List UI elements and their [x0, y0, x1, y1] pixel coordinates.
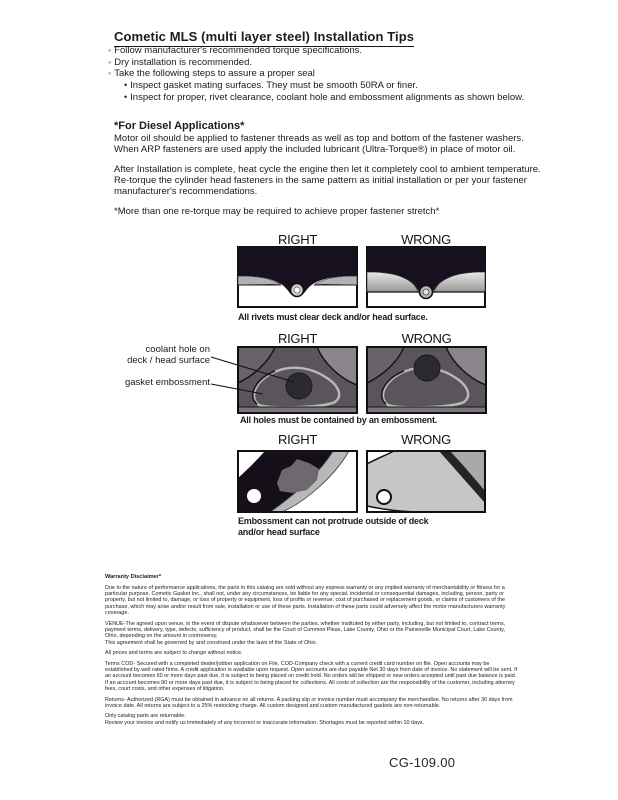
disclaimer-heading: Warranty Disclaimer*: [105, 574, 162, 580]
paragraph: *More than one re-torque may be required to achieve proper fastener stretch*: [114, 205, 440, 217]
disclaimer-paragraph: VENUE-The agreed upon venue, in the event of dispute whatsoever between the parties, whether instituted by either party, including, but not limited to, contract terms, payment terms, delivery, type, defects, sufficiency of product, shall be the Court of Common Pleas, Lake County, Ohio or the Painesville Municipal Court, Lake County, Ohio, depending on the amount in controversy.: [105, 620, 506, 640]
right-label: RIGHT: [278, 232, 317, 247]
row1-caption: All rivets must clear deck and/or head surface.: [238, 312, 428, 322]
diagram-embossment-right: [237, 346, 358, 414]
list-item: • Inspect gasket mating surfaces. They must be smooth 50RA or finer.: [124, 80, 538, 92]
diesel-section-heading: *For Diesel Applications*: [114, 120, 245, 132]
list-item: • Inspect for proper, rivet clearance, coolant hole and embossment alignments as shown below.: [124, 92, 538, 104]
coolant-hole-annotation: coolant hole on deck / head surface: [127, 344, 210, 366]
bolt-hole: [377, 490, 391, 504]
disclaimer-paragraph: Returns- Authorized (RGA) must be obtained in advance on all returns. A packing slip or invoice number must accompany the merchandise. No returns after 30 days from invoice date. All returns are subject to a 25% restocking charge. All custom designed and custom manufactured gaskets are non-returnable.: [105, 696, 513, 709]
diagram-embossment-wrong: [366, 346, 487, 414]
gasket-embossment-annotation: gasket embossment: [124, 377, 210, 388]
list-item: ◦ Dry installation is recommended.: [108, 57, 538, 69]
row2-caption: All holes must be contained by an embossment.: [240, 415, 438, 425]
disclaimer-paragraph: Due to the nature of performance applications, the parts in this catalog are sold without any express warranty or any implied warranty of merchantability or fitness for a particular purpose. Cometic Gasket Inc., shall not, under any circumstances, be liable for any special, incidental or consequential damages, including, person, party or property, but not limited to, damage, or loss of property or equipment, loss of profits or revenue, cost of purchased or replacement goods, or claims of customers of the purchase, which may arise and/or result from sale, installation or use of these parts. Installation of these parts could adversely affect the motor manufacturers warranty coverage.: [105, 584, 506, 617]
diagram-deck-right: [237, 450, 358, 513]
diagram-rivet-right: [237, 246, 358, 308]
diagram-rivet-wrong: [366, 246, 486, 308]
paragraph: After Installation is complete, heat cycle the engine then let it completely cool to ambient temperature. Re-torque the cylinder head fasteners in the same pattern as initial installation or per your fastener manufacturer's recommendations.: [114, 164, 541, 197]
diesel-section-body: [114, 134, 542, 227]
wrong-label: WRONG: [401, 232, 451, 247]
disclaimer-paragraph: Only catalog parts are returnable.: [105, 713, 186, 720]
coolant-hole: [286, 373, 312, 399]
right-label: RIGHT: [278, 331, 317, 346]
install-tips-list: [108, 45, 538, 104]
disclaimer-paragraph: This agreement shall be governed by and construed under the laws of the State of Ohio.: [105, 639, 318, 646]
list-item: ◦ Take the following steps to assure a proper seal: [108, 68, 538, 80]
wrong-label: WRONG: [401, 432, 451, 447]
page-code: CG-109.00: [389, 755, 456, 770]
bolt-hole: [247, 489, 261, 503]
list-item: ◦ Follow manufacturer's recommended torque specifications.: [108, 45, 538, 57]
disclaimer-paragraph: Review your invoice and notify us immediately of any incorrect or inaccurate information. Shortages must be reported within 10 days.: [105, 719, 425, 726]
coolant-hole: [414, 355, 440, 381]
disclaimer-paragraph: Terms COD- Secured with a completed dealer/jobber application on File, COD-Company check with a current credit card number on file. Open accounts may be established by well rated firms. A credit application is available upon request. Open accounts are due payable Net 30 days from date of invoice. No statement will be sent. If an account becomes 60 or more days past due, it is subject to being placed on credit hold. No orders will be shipped or new orders accepted until past due balance is paid. If an account becomes 90 or more days past due, it is subject to being placed for collections. All costs of collection are the responsibility of the customer, including attorney fees, court costs, and other expenses of litigation.: [105, 660, 518, 693]
row3-caption: Embossment can not protrude outside of deck and/or head surface: [238, 516, 429, 537]
page-title: Cometic MLS (multi layer steel) Installation Tips: [114, 29, 414, 47]
paragraph: Motor oil should be applied to fastener threads as well as top and bottom of the fastener washers. When ARP fasteners are used apply the included lubricant (Ultra-Torque®) in place of motor oil.: [114, 133, 524, 155]
right-label: RIGHT: [278, 432, 317, 447]
wrong-label: WRONG: [401, 331, 452, 346]
warranty-disclaimer: [105, 574, 518, 730]
diagram-deck-wrong: [366, 450, 486, 513]
disclaimer-paragraph: All prices and terms are subject to change without notice.: [105, 650, 243, 657]
